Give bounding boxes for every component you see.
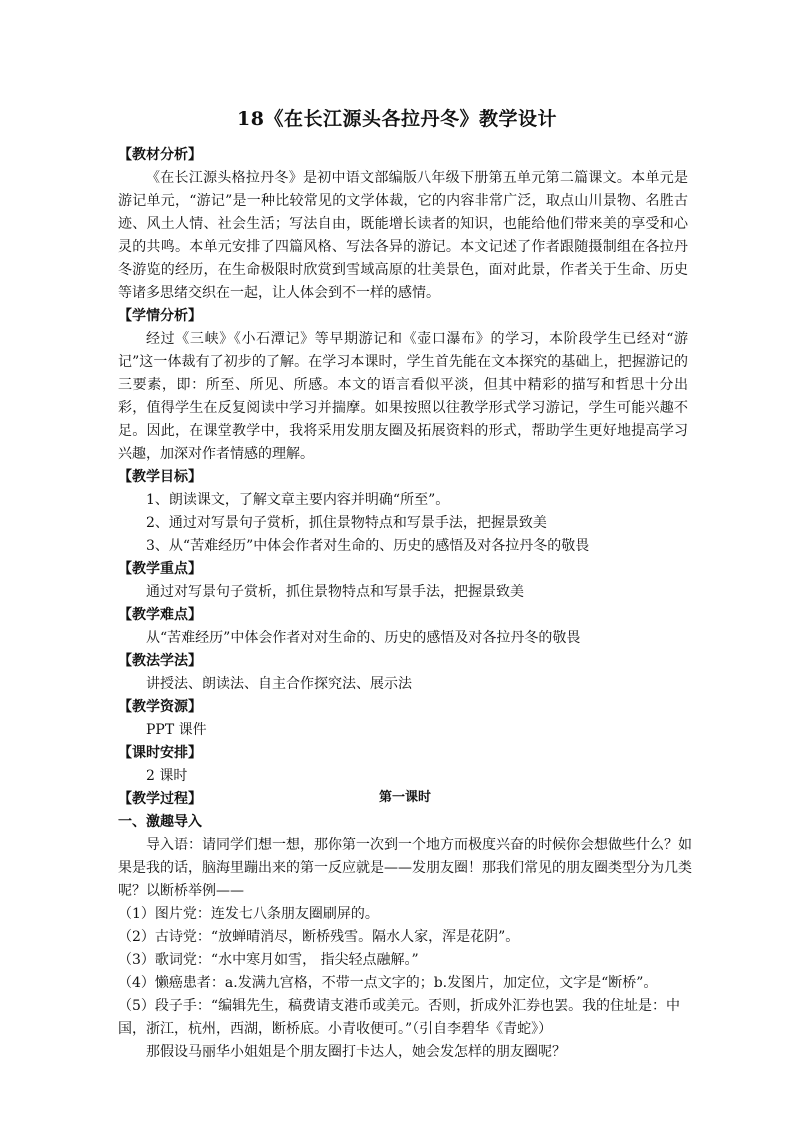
- key-points-heading: 【教学重点】: [118, 561, 202, 577]
- intro-heading: 一、激趣导入: [118, 814, 202, 830]
- teaching-goal-item: 2、通过对写景句子赏析，抓住景物特点和写景手法，把握景致美: [146, 515, 547, 531]
- lesson-plan-overview: [118, 144, 688, 811]
- moments-type-item: （3）歌词党：“水中寒月如雪， 指尖轻点融解。”: [118, 952, 419, 968]
- methods-text: 讲授法、朗读法、自主合作探究法、展示法: [146, 676, 412, 692]
- schedule-heading: 【课时安排】: [118, 745, 202, 761]
- intro-text: 导入语：请同学们想一想，那你第一次到一个地方而极度兴奋的时候你会想做些什么？如果是我的话，脑海里蹦出来的第一反应就是——发朋友圈！那我们常见的朋友圈类型分为几类呢？以断桥举例——: [118, 837, 692, 899]
- resources-text: PPT 课件: [146, 722, 207, 738]
- key-points-text: 通过对写景句子赏析，抓住景物特点和写景手法，把握景致美: [146, 584, 524, 600]
- moments-type-item: （2）古诗党：“放蝉晴消尽，断桥残雪。隔水人家，浑是花阴”。: [118, 929, 520, 945]
- page-title: 18《在长江源头各拉丹冬》教学设计: [237, 108, 557, 130]
- material-analysis-heading: 【教材分析】: [118, 147, 202, 163]
- teaching-goal-item: 3、从“苦难经历”中体会作者对生命的、历史的感悟及对各拉丹冬的敬畏: [146, 538, 590, 554]
- closing-question: 那假设马丽华小姐姐是个朋友圈打卡达人，她会发怎样的朋友圈呢？: [146, 1044, 566, 1060]
- schedule-text: 2 课时: [146, 768, 188, 784]
- student-analysis-heading: 【学情分析】: [118, 308, 202, 324]
- session-title: 第一课时: [378, 790, 431, 805]
- methods-heading: 【教法学法】: [118, 653, 202, 669]
- material-analysis-text: 《在长江源头格拉丹冬》是初中语文部编版八年级下册第五单元第二篇课文。本单元是游记单元，“游记”是一种比较常见的文学体裁，它的内容非常广泛，取点山川景物、名胜古迹、风土人情、社会生活；写法自由，既能增长读者的知识，也能给他们带来美的享受和心灵的共鸣。本单元安排了四篇风格、写法各异的游记。本文记述了作者跟随摄制组在各拉丹冬游览的经历，在生命极限时欣赏到雪域高原的壮美景色，面对此景，作者关于生命、历史等诸多思绪交织在一起，让人体会到不一样的感情。: [118, 170, 688, 301]
- teaching-goal-item: 1、朗读课文，了解文章主要内容并明确“所至”。: [146, 492, 450, 508]
- moments-type-item: （1）图片党：连发七八条朋友圈刷屏的。: [118, 906, 379, 922]
- resources-heading: 【教学资源】: [118, 699, 202, 715]
- process-heading: 【教学过程】: [118, 791, 202, 807]
- difficult-points-text: 从“苦难经历”中体会作者对对生命的、历史的感悟及对各拉丹冬的敬畏: [146, 630, 581, 646]
- student-analysis-text: 经过《三峡》《小石潭记》等早期游记和《壶口瀑布》的学习，本阶段学生已经对“游记”这一体裁有了初步的了解。在学习本课时，学生首先能在文本探究的基础上，把握游记的三要素，即：所至、所见、所感。本文的语言看似平淡，但其中精彩的描写和哲思十分出彩，值得学生在反复阅读中学习并揣摩。如果按照以往教学形式学习游记，学生可能兴趣不足。因此，在课堂教学中，我将采用发朋友圈及拓展资料的形式，帮助学生更好地提高学习兴趣，加深对作者情感的理解。: [118, 331, 688, 462]
- moments-type-item: （4）懒癌患者：a.发满九宫格，不带一点文字的；b.发图片，加定位，文字是“断桥”。: [118, 975, 658, 991]
- teaching-goals-heading: 【教学目标】: [118, 469, 202, 485]
- first-session: [118, 786, 692, 1064]
- difficult-points-heading: 【教学难点】: [118, 607, 202, 623]
- moments-type-item: （5）段子手：“编辑先生，稿费请支港币或美元。否则，折成外汇券也罢。我的住址是：中国，浙江，杭州，西湖，断桥底。小青收便可。”（引自李碧华《青蛇》）: [118, 998, 681, 1037]
